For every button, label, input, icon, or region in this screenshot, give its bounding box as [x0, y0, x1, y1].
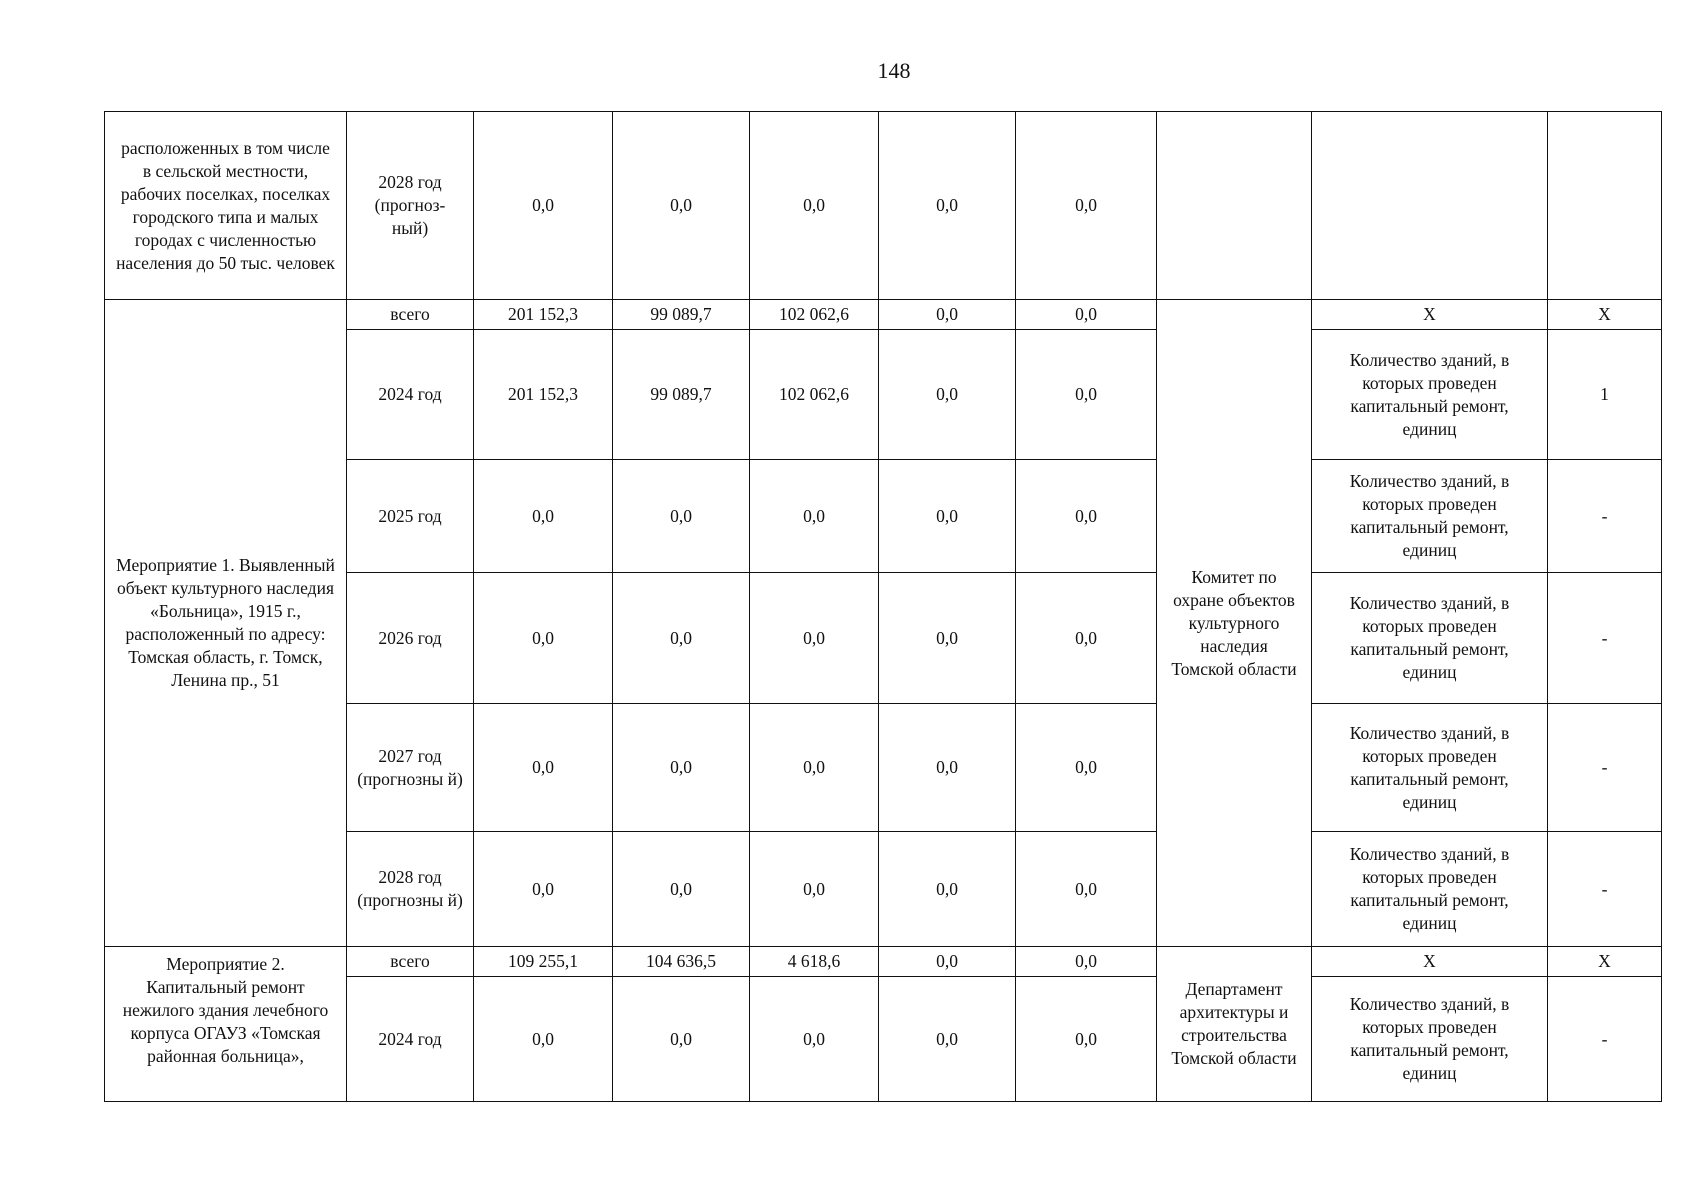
value-cell: 99 089,7	[613, 300, 750, 330]
period-cell: 2027 год (прогнозны й)	[347, 704, 474, 832]
period-cell: всего	[347, 947, 474, 977]
value-cell: 102 062,6	[750, 330, 879, 460]
target-cell: -	[1548, 573, 1662, 704]
value-cell: 0,0	[1016, 300, 1157, 330]
value-cell: 0,0	[1016, 330, 1157, 460]
table-row	[105, 112, 1662, 300]
period-cell: 2028 год (прогнозны й)	[347, 832, 474, 947]
period-cell: всего	[347, 300, 474, 330]
value-cell: 0,0	[613, 460, 750, 573]
value-cell: 0,0	[879, 300, 1016, 330]
value-cell: 0,0	[879, 573, 1016, 704]
value-cell: 0,0	[1016, 977, 1157, 1102]
indicator-cell: Количество зданий, в которых проведен капитальный ремонт, единиц	[1312, 832, 1548, 947]
value-cell: 0,0	[750, 460, 879, 573]
value-cell: 0,0	[879, 977, 1016, 1102]
target-cell	[1548, 112, 1662, 300]
period-cell: 2024 год	[347, 330, 474, 460]
value-cell: 0,0	[879, 947, 1016, 977]
value-cell: 0,0	[613, 704, 750, 832]
event2-executor: Департамент архитектуры и строительства Томской области	[1157, 947, 1312, 1102]
value-cell: 0,0	[613, 112, 750, 300]
value-cell: 0,0	[879, 112, 1016, 300]
indicator-cell: Количество зданий, в которых проведен капитальный ремонт, единиц	[1312, 704, 1548, 832]
event1-name: Мероприятие 1. Выявленный объект культурного наследия «Больница», 1915 г., расположенный по адресу: Томская область, г. Томск, Ленина пр., 51	[105, 300, 347, 947]
value-cell: 0,0	[750, 704, 879, 832]
value-cell: 0,0	[879, 704, 1016, 832]
value-cell: 0,0	[750, 832, 879, 947]
indicator-cell: X	[1312, 300, 1548, 330]
target-cell: 1	[1548, 330, 1662, 460]
indicator-cell: Количество зданий, в которых проведен капитальный ремонт, единиц	[1312, 573, 1548, 704]
value-cell: 0,0	[474, 704, 613, 832]
event1-executor: Комитет по охране объектов культурного наследия Томской области	[1157, 300, 1312, 947]
value-cell: 4 618,6	[750, 947, 879, 977]
value-cell: 0,0	[474, 573, 613, 704]
value-cell: 0,0	[474, 112, 613, 300]
value-cell: 201 152,3	[474, 330, 613, 460]
period-cell: 2026 год	[347, 573, 474, 704]
value-cell: 0,0	[474, 832, 613, 947]
value-cell: 0,0	[879, 460, 1016, 573]
target-cell: -	[1548, 832, 1662, 947]
value-cell: 0,0	[1016, 704, 1157, 832]
value-cell: 0,0	[1016, 460, 1157, 573]
value-cell: 0,0	[474, 977, 613, 1102]
period-cell: 2028 год (прогноз-ный)	[347, 112, 474, 300]
value-cell: 0,0	[750, 977, 879, 1102]
indicator-cell: Количество зданий, в которых проведен капитальный ремонт, единиц	[1312, 330, 1548, 460]
budget-table	[104, 111, 1662, 1102]
value-cell: 0,0	[1016, 832, 1157, 947]
target-cell: -	[1548, 977, 1662, 1102]
indicator-cell	[1312, 112, 1548, 300]
value-cell: 0,0	[613, 977, 750, 1102]
value-cell: 0,0	[1016, 112, 1157, 300]
value-cell: 0,0	[879, 330, 1016, 460]
value-cell: 109 255,1	[474, 947, 613, 977]
indicator-cell: Количество зданий, в которых проведен капитальный ремонт, единиц	[1312, 977, 1548, 1102]
table-row	[105, 947, 1662, 977]
event-name-continued: расположенных в том числе в сельской местности, рабочих поселках, поселках городского типа и малых городах с численностью населения до 50 тыс. человек	[105, 112, 347, 300]
value-cell: 0,0	[1016, 573, 1157, 704]
value-cell: 0,0	[879, 832, 1016, 947]
page-number: 148	[877, 58, 911, 83]
indicator-cell: X	[1312, 947, 1548, 977]
table-row	[105, 300, 1662, 330]
value-cell: 104 636,5	[613, 947, 750, 977]
value-cell: 201 152,3	[474, 300, 613, 330]
target-cell: -	[1548, 704, 1662, 832]
value-cell: 102 062,6	[750, 300, 879, 330]
value-cell: 99 089,7	[613, 330, 750, 460]
value-cell: 0,0	[1016, 947, 1157, 977]
indicator-cell: Количество зданий, в которых проведен капитальный ремонт, единиц	[1312, 460, 1548, 573]
value-cell: 0,0	[750, 573, 879, 704]
value-cell: 0,0	[613, 832, 750, 947]
value-cell: 0,0	[613, 573, 750, 704]
target-cell: -	[1548, 460, 1662, 573]
value-cell: 0,0	[474, 460, 613, 573]
period-cell: 2024 год	[347, 977, 474, 1102]
value-cell: 0,0	[750, 112, 879, 300]
target-cell: X	[1548, 300, 1662, 330]
event2-name: Мероприятие 2. Капитальный ремонт нежилого здания лечебного корпуса ОГАУЗ «Томская районная больница»,	[105, 947, 347, 1102]
executor-cell	[1157, 112, 1312, 300]
target-cell: X	[1548, 947, 1662, 977]
period-cell: 2025 год	[347, 460, 474, 573]
